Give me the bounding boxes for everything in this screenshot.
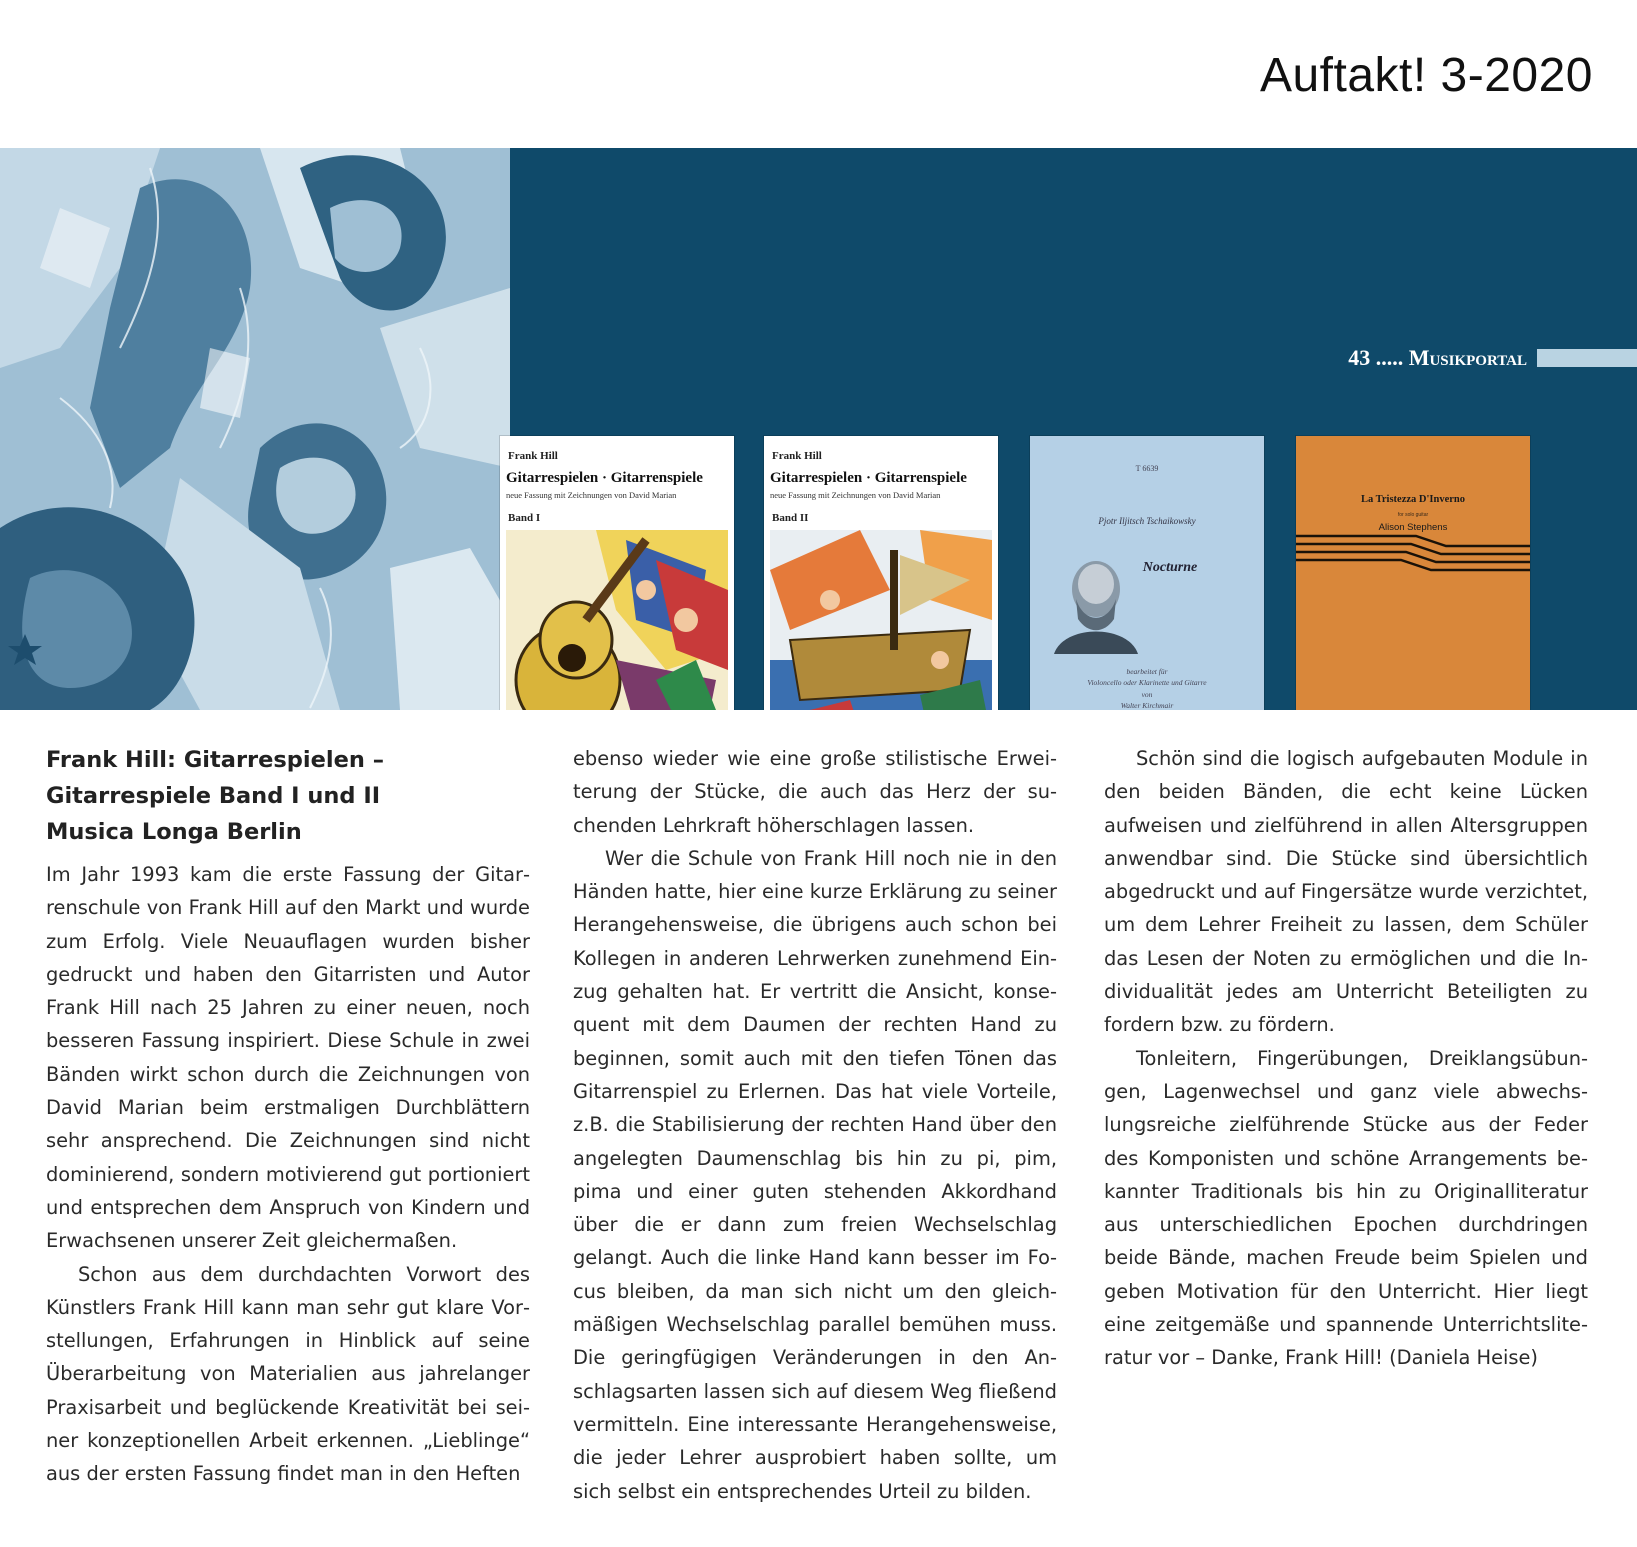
header-banner	[0, 148, 1637, 710]
article-paragraph: ebenso wieder wie eine große stilistische Erweiterung der Stücke, die auch das Herz der suchenden Lehrkraft höherschlagen lassen.	[573, 747, 1057, 837]
cover-subtitle: neue Fassung mit Zeichnungen von David Marian	[506, 490, 677, 500]
cover-by: von	[1141, 689, 1153, 699]
cover-composer: Alison Stephens	[1378, 522, 1448, 533]
cover-subtitle: for solo guitar	[1397, 512, 1429, 518]
page-number: 43	[1348, 345, 1371, 370]
cover-nocturne	[1030, 436, 1264, 710]
heading-line: Gitarrespiele Band I und II	[46, 783, 381, 809]
section-accent-bar	[1537, 349, 1637, 367]
cover-guitar-artwork	[506, 530, 728, 710]
cover-title: Gitarrespielen · Gitarrenspiele	[770, 470, 967, 486]
section-header	[1348, 345, 1637, 370]
article-heading	[46, 742, 530, 850]
cover-author: Frank Hill	[508, 450, 558, 462]
section-dots: .....	[1375, 345, 1404, 370]
article-column-2	[573, 742, 1057, 1508]
article-column-3	[1104, 742, 1588, 1375]
cover-band: Band I	[508, 512, 541, 524]
cover-gitarrespielen-band-1	[500, 436, 734, 710]
section-label	[1348, 345, 1527, 371]
heading-line: Frank Hill: Gitarrespielen –	[46, 747, 384, 773]
cover-arrangement	[1030, 666, 1264, 710]
article-paragraph: Tonleitern, Fingerübungen, Dreiklangsübungen, Lagenwechsel und ganz viele abwechslungsreiche zielführende Stücke aus der Feder des Komponisten und schöne Arrangements bekannter Traditionals bis hin zu Originalliteratur aus unterschiedlichen Epochen durchdringen beide Bände, machen Freude beim Spielen und geben Motivation für den Unterricht. Hier liegt eine zeitgemäße und spannende Unterrichtsliteratur vor – Danke, Frank Hill! (Daniela Heise)	[1104, 1046, 1588, 1370]
cover-title: Gitarrespielen · Gitarrenspiele	[506, 470, 703, 486]
illustration-image	[0, 148, 510, 710]
cover-arranged-for: bearbeitet für	[1126, 667, 1168, 676]
cover-instruments: Violoncello oder Klarinette und Gitarre	[1087, 678, 1207, 688]
cover-composer: Pjotr Iljitsch Tschaikowsky	[1098, 516, 1196, 526]
cover-arranger: Walter Kirchmair	[1120, 700, 1174, 710]
cover-title: La Tristezza D'Inverno	[1360, 494, 1465, 505]
cover-la-tristezza	[1296, 436, 1530, 710]
article-paragraph: Im Jahr 1993 kam die erste Fassung der Gitarrenschule von Frank Hill auf den Markt und wurde zum Erfolg. Viele Neuauflagen wurden bisher gedruckt und haben den Gitarristen und Autor Frank Hill nach 25 Jahren zu einer neuen, noch besseren Fassung inspiriert. Diese Schule in zwei Bänden wirkt schon durch die Zeichnungen von David Marian beim erstmaligen Durchblättern sehr ansprechend. Die Zeichnungen sind nicht dominierend, sondern motivierend gut portioniert und entsprechen dem Anspruch von Kindern und Erwachsenen unserer Zeit gleichermaßen.	[46, 863, 530, 1253]
cover-author: Frank Hill	[772, 450, 822, 462]
article-column-1	[46, 742, 530, 1491]
musicians-illustration	[0, 148, 510, 710]
article-paragraph: Schon aus dem durchdachten Vorwort des Künstlers Frank Hill kann man sehr gut klare Vorstellungen, Erfahrungen in Hinblick auf seine Überarbeitung von Materialien aus jahrelanger Praxisarbeit und beglückende Kreativität bei seiner konzeptionellen Arbeit erkennen. „Lieblinge“ aus der ersten Fassung findet man in den Heften	[46, 1262, 530, 1486]
cover-stripes	[1296, 532, 1530, 582]
cover-band: Band II	[772, 512, 809, 524]
cover-gitarrespielen-band-2	[764, 436, 998, 710]
cover-catalog-code: T 6639	[1135, 464, 1159, 473]
article-paragraph: Wer die Schule von Frank Hill noch nie in den Händen hatte, hier eine kurze Erklärung zu seiner Herangehensweise, die übrigens auch schon bei Kollegen in anderen Lehrwerken zunehmend Einzug gehalten hat. Er vertritt die Ansicht, konsequent mit dem Daumen der rechten Hand zu beginnen, somit auch mit den tiefen Tönen das Gitarrenspiel zu Erlernen. Das hat viele Vorteile, z.B. die Stabilisierung der rechten Hand über den angelegten Daumenschlag bis hin zu pi, pim, pima und einer guten stehenden Akkordhand über die er dann zum freien Wechselschlag gelangt. Auch die linke Hand kann besser im Focus bleiben, da man sich nicht um den gleichmäßigen Wechselschlag parallel bemühen muss. Die geringfügigen Veränderungen in den Anschlagsarten lassen sich auf diesem Weg fließend vermitteln. Eine interessante Herangehensweise, die jeder Lehrer ausprobiert haben sollte, um sich selbst ein entsprechendes Urteil zu bilden.	[573, 846, 1057, 1503]
cover-ship-artwork	[770, 530, 992, 710]
issue-label: Auftakt! 3-2020	[1259, 49, 1593, 102]
cover-title: Nocturne	[1142, 560, 1198, 575]
heading-line: Musica Longa Berlin	[46, 819, 302, 845]
cover-subtitle: neue Fassung mit Zeichnungen von David Marian	[770, 490, 941, 500]
section-name: Musikportal	[1408, 345, 1527, 370]
article-paragraph: Schön sind die logisch aufgebauten Module in den beiden Bänden, die echt keine Lücken aufweisen und zielführend in allen Altersgruppen anwendbar sind. Die Stücke sind übersichtlich abgedruckt und auf Fingersätze wurde verzichtet, um dem Lehrer Freiheit zu lassen, dem Schüler das Lesen der Noten zu ermöglichen und die Individualität jedes am Unterricht Beteiligten zu fordern bzw. zu fördern.	[1104, 747, 1588, 1037]
